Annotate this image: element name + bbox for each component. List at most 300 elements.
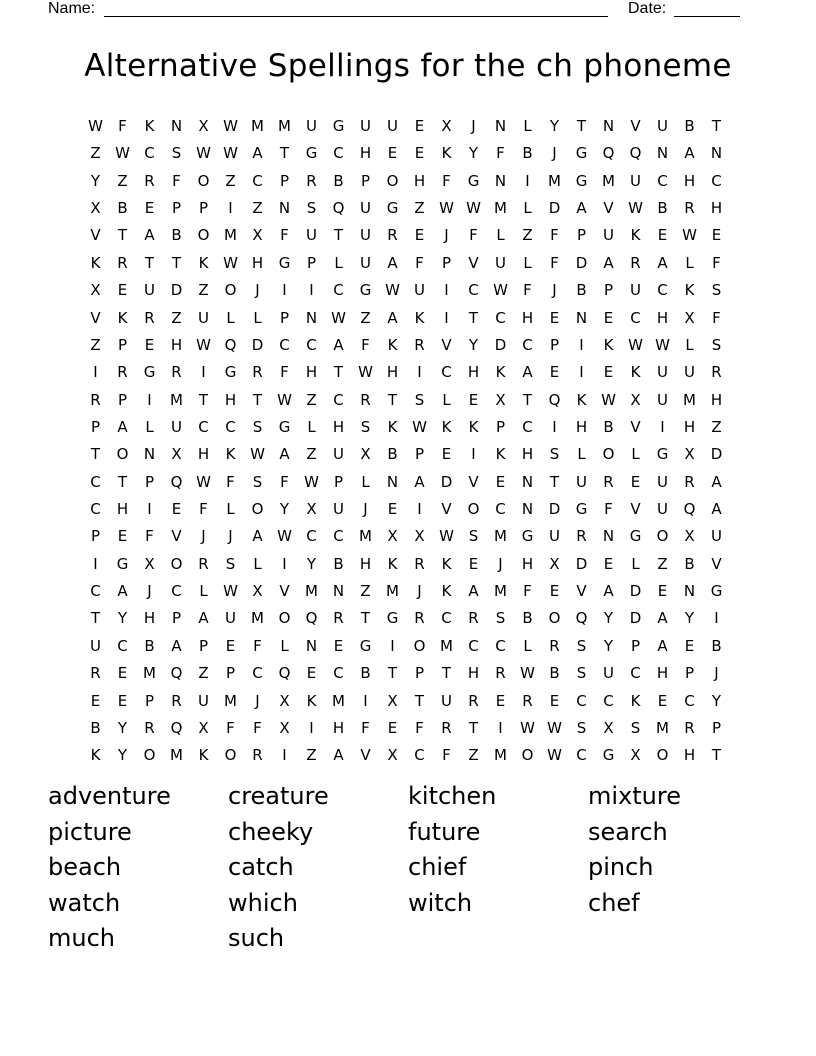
grid-letter[interactable]: U: [495, 253, 506, 272]
grid-letter[interactable]: H: [332, 718, 345, 737]
grid-letter[interactable]: Y: [549, 117, 560, 135]
grid-letter[interactable]: X: [630, 390, 641, 409]
grid-letter[interactable]: T: [90, 609, 101, 628]
grid-letter[interactable]: W: [547, 746, 562, 765]
grid-letter[interactable]: C: [333, 390, 344, 409]
grid-letter[interactable]: S: [171, 144, 182, 163]
grid-letter[interactable]: R: [630, 253, 641, 272]
grid-letter[interactable]: A: [414, 472, 425, 491]
grid-letter[interactable]: X: [144, 554, 155, 573]
grid-letter[interactable]: Z: [414, 199, 425, 218]
grid-letter[interactable]: J: [255, 281, 260, 300]
grid-letter[interactable]: O: [278, 609, 291, 628]
grid-letter[interactable]: Q: [278, 664, 291, 683]
grid-letter[interactable]: L: [523, 253, 532, 272]
grid-letter[interactable]: W: [439, 527, 454, 546]
date-field-line[interactable]: [674, 16, 740, 17]
grid-letter[interactable]: E: [144, 199, 155, 218]
grid-letter[interactable]: M: [440, 636, 453, 655]
grid-letter[interactable]: L: [685, 253, 694, 272]
grid-letter[interactable]: G: [710, 582, 723, 601]
grid-letter[interactable]: R: [333, 609, 344, 628]
grid-letter[interactable]: B: [333, 171, 344, 190]
grid-letter[interactable]: E: [549, 691, 560, 710]
grid-letter[interactable]: T: [252, 390, 263, 409]
grid-letter[interactable]: P: [306, 253, 317, 272]
grid-letter[interactable]: W: [385, 281, 400, 300]
grid-letter[interactable]: A: [684, 144, 695, 163]
grid-letter[interactable]: K: [684, 281, 695, 300]
grid-letter[interactable]: E: [117, 664, 128, 683]
grid-letter[interactable]: X: [90, 199, 101, 218]
grid-letter[interactable]: N: [602, 117, 615, 135]
grid-letter[interactable]: A: [198, 609, 209, 628]
grid-letter[interactable]: T: [90, 445, 101, 464]
grid-letter[interactable]: W: [277, 527, 292, 546]
grid-letter[interactable]: U: [657, 500, 668, 519]
grid-letter[interactable]: N: [494, 117, 507, 135]
grid-letter[interactable]: M: [170, 746, 183, 765]
grid-letter[interactable]: A: [171, 636, 182, 655]
grid-letter[interactable]: R: [414, 554, 425, 573]
grid-letter[interactable]: G: [575, 171, 588, 190]
grid-letter[interactable]: E: [603, 363, 614, 382]
grid-letter[interactable]: P: [198, 199, 209, 218]
grid-letter[interactable]: L: [280, 636, 289, 655]
grid-letter[interactable]: N: [278, 199, 291, 218]
grid-letter[interactable]: U: [225, 609, 236, 628]
grid-letter[interactable]: I: [282, 746, 287, 765]
grid-letter[interactable]: S: [252, 417, 263, 436]
grid-letter[interactable]: H: [116, 500, 129, 519]
grid-letter[interactable]: O: [224, 746, 237, 765]
grid-letter[interactable]: A: [522, 363, 533, 382]
grid-letter[interactable]: U: [333, 500, 344, 519]
grid-letter[interactable]: C: [441, 609, 452, 628]
grid-letter[interactable]: E: [333, 636, 344, 655]
grid-letter[interactable]: O: [602, 445, 615, 464]
grid-letter[interactable]: E: [549, 308, 560, 327]
grid-letter[interactable]: O: [467, 500, 480, 519]
grid-letter[interactable]: C: [117, 636, 128, 655]
grid-letter[interactable]: D: [440, 472, 453, 491]
grid-letter[interactable]: L: [496, 226, 505, 245]
grid-letter[interactable]: V: [468, 472, 479, 491]
grid-letter[interactable]: R: [441, 718, 452, 737]
grid-letter[interactable]: T: [117, 472, 128, 491]
grid-letter[interactable]: P: [198, 636, 209, 655]
grid-letter[interactable]: Q: [332, 199, 345, 218]
grid-letter[interactable]: Z: [522, 226, 533, 245]
grid-letter[interactable]: I: [309, 718, 314, 737]
grid-letter[interactable]: R: [252, 746, 263, 765]
grid-letter[interactable]: C: [495, 636, 506, 655]
grid-letter[interactable]: C: [522, 417, 533, 436]
grid-letter[interactable]: E: [117, 281, 128, 300]
grid-letter[interactable]: I: [390, 636, 395, 655]
grid-letter[interactable]: A: [468, 582, 479, 601]
grid-letter[interactable]: U: [603, 664, 614, 683]
grid-letter[interactable]: I: [147, 500, 152, 519]
grid-letter[interactable]: Q: [575, 609, 588, 628]
grid-letter[interactable]: W: [115, 144, 130, 163]
grid-letter[interactable]: U: [603, 226, 614, 245]
grid-letter[interactable]: J: [255, 691, 260, 710]
grid-letter[interactable]: G: [332, 117, 345, 135]
grid-letter[interactable]: Y: [117, 718, 128, 737]
grid-letter[interactable]: X: [171, 445, 182, 464]
grid-letter[interactable]: K: [225, 445, 236, 464]
grid-letter[interactable]: V: [630, 500, 641, 519]
grid-letter[interactable]: W: [250, 445, 265, 464]
grid-letter[interactable]: Y: [468, 335, 479, 354]
grid-letter[interactable]: Y: [603, 609, 614, 628]
grid-letter[interactable]: N: [575, 308, 588, 327]
grid-letter[interactable]: T: [333, 226, 344, 245]
grid-letter[interactable]: K: [630, 691, 641, 710]
grid-letter[interactable]: W: [277, 390, 292, 409]
grid-letter[interactable]: F: [172, 171, 181, 190]
grid-letter[interactable]: W: [196, 472, 211, 491]
grid-letter[interactable]: U: [306, 226, 317, 245]
grid-letter[interactable]: K: [387, 335, 398, 354]
grid-letter[interactable]: S: [360, 417, 371, 436]
grid-letter[interactable]: E: [414, 144, 425, 163]
grid-letter[interactable]: Z: [306, 445, 317, 464]
grid-letter[interactable]: E: [657, 226, 668, 245]
grid-letter[interactable]: R: [684, 199, 695, 218]
grid-letter[interactable]: X: [630, 746, 641, 765]
grid-letter[interactable]: M: [278, 117, 291, 135]
grid-letter[interactable]: M: [251, 609, 264, 628]
grid-letter[interactable]: A: [279, 445, 290, 464]
grid-letter[interactable]: I: [228, 199, 233, 218]
grid-letter[interactable]: T: [522, 390, 533, 409]
grid-letter[interactable]: A: [333, 746, 344, 765]
grid-letter[interactable]: L: [361, 472, 370, 491]
grid-letter[interactable]: B: [333, 554, 344, 573]
grid-letter[interactable]: P: [144, 472, 155, 491]
grid-letter[interactable]: W: [493, 281, 508, 300]
grid-letter[interactable]: E: [549, 582, 560, 601]
grid-letter[interactable]: I: [444, 281, 449, 300]
grid-letter[interactable]: E: [711, 226, 722, 245]
grid-letter[interactable]: B: [360, 664, 371, 683]
grid-letter[interactable]: Z: [225, 171, 236, 190]
grid-letter[interactable]: P: [414, 445, 425, 464]
grid-letter[interactable]: E: [387, 718, 398, 737]
grid-letter[interactable]: T: [387, 390, 398, 409]
grid-letter[interactable]: J: [498, 554, 503, 573]
grid-letter[interactable]: M: [143, 664, 156, 683]
grid-letter[interactable]: H: [683, 746, 696, 765]
grid-letter[interactable]: O: [197, 171, 210, 190]
grid-letter[interactable]: H: [683, 171, 696, 190]
grid-letter[interactable]: J: [471, 117, 476, 135]
grid-letter[interactable]: T: [279, 144, 290, 163]
grid-letter[interactable]: O: [413, 636, 426, 655]
grid-letter[interactable]: U: [144, 281, 155, 300]
grid-letter[interactable]: U: [711, 527, 722, 546]
grid-letter[interactable]: P: [225, 664, 236, 683]
grid-letter[interactable]: J: [147, 582, 152, 601]
grid-letter[interactable]: L: [226, 308, 235, 327]
grid-letter[interactable]: A: [657, 636, 668, 655]
grid-letter[interactable]: A: [387, 308, 398, 327]
grid-letter[interactable]: H: [656, 664, 669, 683]
grid-letter[interactable]: A: [252, 527, 263, 546]
grid-letter[interactable]: D: [629, 582, 642, 601]
grid-letter[interactable]: K: [441, 582, 452, 601]
grid-letter[interactable]: B: [171, 226, 182, 245]
grid-letter[interactable]: A: [252, 144, 263, 163]
grid-letter[interactable]: B: [522, 609, 533, 628]
grid-letter[interactable]: Y: [603, 636, 614, 655]
grid-letter[interactable]: C: [630, 664, 641, 683]
grid-letter[interactable]: D: [251, 335, 264, 354]
grid-letter[interactable]: G: [278, 417, 291, 436]
grid-letter[interactable]: C: [657, 281, 668, 300]
grid-letter[interactable]: P: [279, 171, 290, 190]
grid-letter[interactable]: C: [252, 171, 263, 190]
grid-letter[interactable]: A: [333, 335, 344, 354]
grid-letter[interactable]: H: [683, 417, 696, 436]
grid-letter[interactable]: G: [224, 363, 237, 382]
grid-letter[interactable]: F: [442, 746, 451, 765]
grid-letter[interactable]: S: [549, 445, 560, 464]
grid-letter[interactable]: P: [171, 199, 182, 218]
grid-letter[interactable]: E: [414, 117, 425, 135]
grid-letter[interactable]: I: [660, 417, 665, 436]
grid-letter[interactable]: J: [444, 226, 449, 245]
grid-letter[interactable]: T: [549, 472, 560, 491]
grid-letter[interactable]: F: [712, 308, 721, 327]
grid-letter[interactable]: X: [414, 527, 425, 546]
grid-letter[interactable]: N: [683, 582, 696, 601]
grid-letter[interactable]: R: [90, 390, 101, 409]
grid-letter[interactable]: O: [197, 226, 210, 245]
grid-letter[interactable]: K: [90, 253, 101, 272]
grid-letter[interactable]: G: [521, 527, 534, 546]
grid-letter[interactable]: G: [656, 445, 669, 464]
grid-letter[interactable]: G: [359, 281, 372, 300]
grid-letter[interactable]: P: [117, 335, 128, 354]
grid-letter[interactable]: C: [684, 691, 695, 710]
grid-letter[interactable]: A: [117, 417, 128, 436]
grid-letter[interactable]: P: [549, 335, 560, 354]
grid-letter[interactable]: J: [201, 527, 206, 546]
grid-letter[interactable]: N: [170, 117, 183, 135]
grid-letter[interactable]: K: [387, 554, 398, 573]
grid-letter[interactable]: T: [360, 609, 371, 628]
grid-letter[interactable]: P: [117, 390, 128, 409]
grid-letter[interactable]: I: [309, 281, 314, 300]
grid-letter[interactable]: M: [656, 718, 669, 737]
grid-letter[interactable]: W: [88, 117, 103, 135]
grid-letter[interactable]: C: [333, 281, 344, 300]
grid-letter[interactable]: B: [144, 636, 155, 655]
grid-letter[interactable]: Q: [629, 144, 642, 163]
grid-letter[interactable]: K: [198, 253, 209, 272]
grid-letter[interactable]: H: [251, 253, 264, 272]
grid-letter[interactable]: C: [468, 636, 479, 655]
grid-letter[interactable]: S: [576, 718, 587, 737]
grid-letter[interactable]: W: [223, 253, 238, 272]
grid-letter[interactable]: W: [655, 335, 670, 354]
grid-letter[interactable]: C: [90, 582, 101, 601]
grid-letter[interactable]: L: [253, 554, 262, 573]
grid-letter[interactable]: K: [144, 117, 155, 135]
grid-letter[interactable]: J: [228, 527, 233, 546]
grid-letter[interactable]: N: [710, 144, 723, 163]
grid-letter[interactable]: W: [196, 144, 211, 163]
grid-letter[interactable]: W: [439, 199, 454, 218]
grid-letter[interactable]: N: [494, 171, 507, 190]
grid-letter[interactable]: K: [576, 390, 587, 409]
grid-letter[interactable]: E: [657, 691, 668, 710]
grid-letter[interactable]: E: [657, 582, 668, 601]
grid-letter[interactable]: A: [711, 500, 722, 519]
grid-letter[interactable]: C: [414, 746, 425, 765]
grid-letter[interactable]: X: [603, 718, 614, 737]
grid-letter[interactable]: R: [90, 664, 101, 683]
grid-letter[interactable]: E: [414, 226, 425, 245]
grid-letter[interactable]: P: [90, 527, 101, 546]
grid-letter[interactable]: T: [144, 253, 155, 272]
grid-letter[interactable]: D: [494, 335, 507, 354]
grid-letter[interactable]: C: [252, 664, 263, 683]
grid-letter[interactable]: A: [576, 199, 587, 218]
grid-letter[interactable]: M: [332, 691, 345, 710]
grid-letter[interactable]: C: [198, 417, 209, 436]
grid-letter[interactable]: R: [144, 718, 155, 737]
grid-letter[interactable]: T: [333, 363, 344, 382]
grid-letter[interactable]: D: [629, 609, 642, 628]
grid-letter[interactable]: E: [468, 554, 479, 573]
grid-letter[interactable]: I: [444, 308, 449, 327]
grid-letter[interactable]: E: [117, 527, 128, 546]
grid-letter[interactable]: G: [575, 500, 588, 519]
grid-letter[interactable]: J: [363, 500, 368, 519]
grid-letter[interactable]: I: [525, 171, 530, 190]
grid-letter[interactable]: X: [684, 308, 695, 327]
grid-letter[interactable]: W: [223, 582, 238, 601]
grid-letter[interactable]: X: [441, 117, 452, 135]
grid-letter[interactable]: H: [170, 335, 183, 354]
grid-letter[interactable]: G: [629, 527, 642, 546]
grid-letter[interactable]: V: [468, 253, 479, 272]
grid-letter[interactable]: J: [552, 144, 557, 163]
grid-letter[interactable]: U: [306, 117, 317, 135]
grid-letter[interactable]: G: [278, 253, 291, 272]
grid-letter[interactable]: X: [279, 691, 290, 710]
grid-letter[interactable]: T: [198, 390, 209, 409]
grid-letter[interactable]: V: [711, 554, 722, 573]
grid-letter[interactable]: F: [469, 226, 478, 245]
grid-letter[interactable]: H: [710, 199, 723, 218]
grid-letter[interactable]: L: [523, 117, 532, 135]
grid-letter[interactable]: I: [417, 500, 422, 519]
grid-letter[interactable]: O: [656, 527, 669, 546]
grid-letter[interactable]: V: [576, 582, 587, 601]
grid-letter[interactable]: H: [332, 417, 345, 436]
grid-letter[interactable]: C: [279, 335, 290, 354]
grid-letter[interactable]: Z: [468, 746, 479, 765]
grid-letter[interactable]: M: [251, 117, 264, 135]
grid-letter[interactable]: N: [521, 500, 534, 519]
grid-letter[interactable]: C: [576, 691, 587, 710]
grid-letter[interactable]: U: [360, 226, 371, 245]
grid-letter[interactable]: B: [90, 718, 101, 737]
grid-letter[interactable]: W: [223, 144, 238, 163]
grid-letter[interactable]: W: [601, 390, 616, 409]
grid-letter[interactable]: F: [523, 582, 532, 601]
grid-letter[interactable]: H: [143, 609, 156, 628]
grid-letter[interactable]: Z: [198, 281, 209, 300]
grid-letter[interactable]: R: [684, 718, 695, 737]
grid-letter[interactable]: I: [147, 390, 152, 409]
grid-letter[interactable]: F: [253, 636, 262, 655]
grid-letter[interactable]: A: [657, 253, 668, 272]
grid-letter[interactable]: C: [468, 281, 479, 300]
grid-letter[interactable]: V: [603, 199, 614, 218]
grid-letter[interactable]: O: [251, 500, 264, 519]
grid-letter[interactable]: G: [467, 171, 480, 190]
grid-letter[interactable]: F: [550, 253, 559, 272]
grid-letter[interactable]: U: [171, 417, 182, 436]
grid-letter[interactable]: F: [442, 171, 451, 190]
grid-letter[interactable]: R: [576, 527, 587, 546]
grid-letter[interactable]: W: [196, 335, 211, 354]
grid-letter[interactable]: Z: [198, 664, 209, 683]
grid-letter[interactable]: A: [603, 582, 614, 601]
grid-letter[interactable]: X: [387, 746, 398, 765]
grid-letter[interactable]: A: [603, 253, 614, 272]
grid-letter[interactable]: F: [604, 500, 613, 519]
grid-letter[interactable]: I: [93, 554, 98, 573]
grid-letter[interactable]: B: [522, 144, 533, 163]
grid-letter[interactable]: N: [305, 636, 318, 655]
grid-letter[interactable]: J: [417, 582, 422, 601]
grid-letter[interactable]: S: [630, 718, 641, 737]
grid-letter[interactable]: K: [495, 445, 506, 464]
grid-letter[interactable]: P: [684, 664, 695, 683]
grid-letter[interactable]: K: [441, 554, 452, 573]
grid-letter[interactable]: T: [576, 117, 587, 135]
grid-letter[interactable]: K: [387, 417, 398, 436]
grid-letter[interactable]: Y: [468, 144, 479, 163]
grid-letter[interactable]: A: [387, 253, 398, 272]
grid-letter[interactable]: Z: [360, 308, 371, 327]
grid-letter[interactable]: R: [414, 609, 425, 628]
grid-letter[interactable]: Q: [170, 664, 183, 683]
grid-letter[interactable]: F: [361, 335, 370, 354]
grid-letter[interactable]: W: [547, 718, 562, 737]
grid-letter[interactable]: V: [441, 335, 452, 354]
grid-letter[interactable]: T: [171, 253, 182, 272]
grid-letter[interactable]: Y: [90, 171, 101, 190]
grid-letter[interactable]: P: [90, 417, 101, 436]
grid-letter[interactable]: L: [442, 390, 451, 409]
grid-letter[interactable]: F: [199, 500, 208, 519]
grid-letter[interactable]: P: [630, 636, 641, 655]
grid-letter[interactable]: R: [414, 335, 425, 354]
grid-letter[interactable]: Q: [683, 500, 696, 519]
grid-letter[interactable]: K: [630, 363, 641, 382]
grid-letter[interactable]: H: [386, 363, 399, 382]
grid-letter[interactable]: F: [145, 527, 154, 546]
grid-letter[interactable]: I: [93, 363, 98, 382]
